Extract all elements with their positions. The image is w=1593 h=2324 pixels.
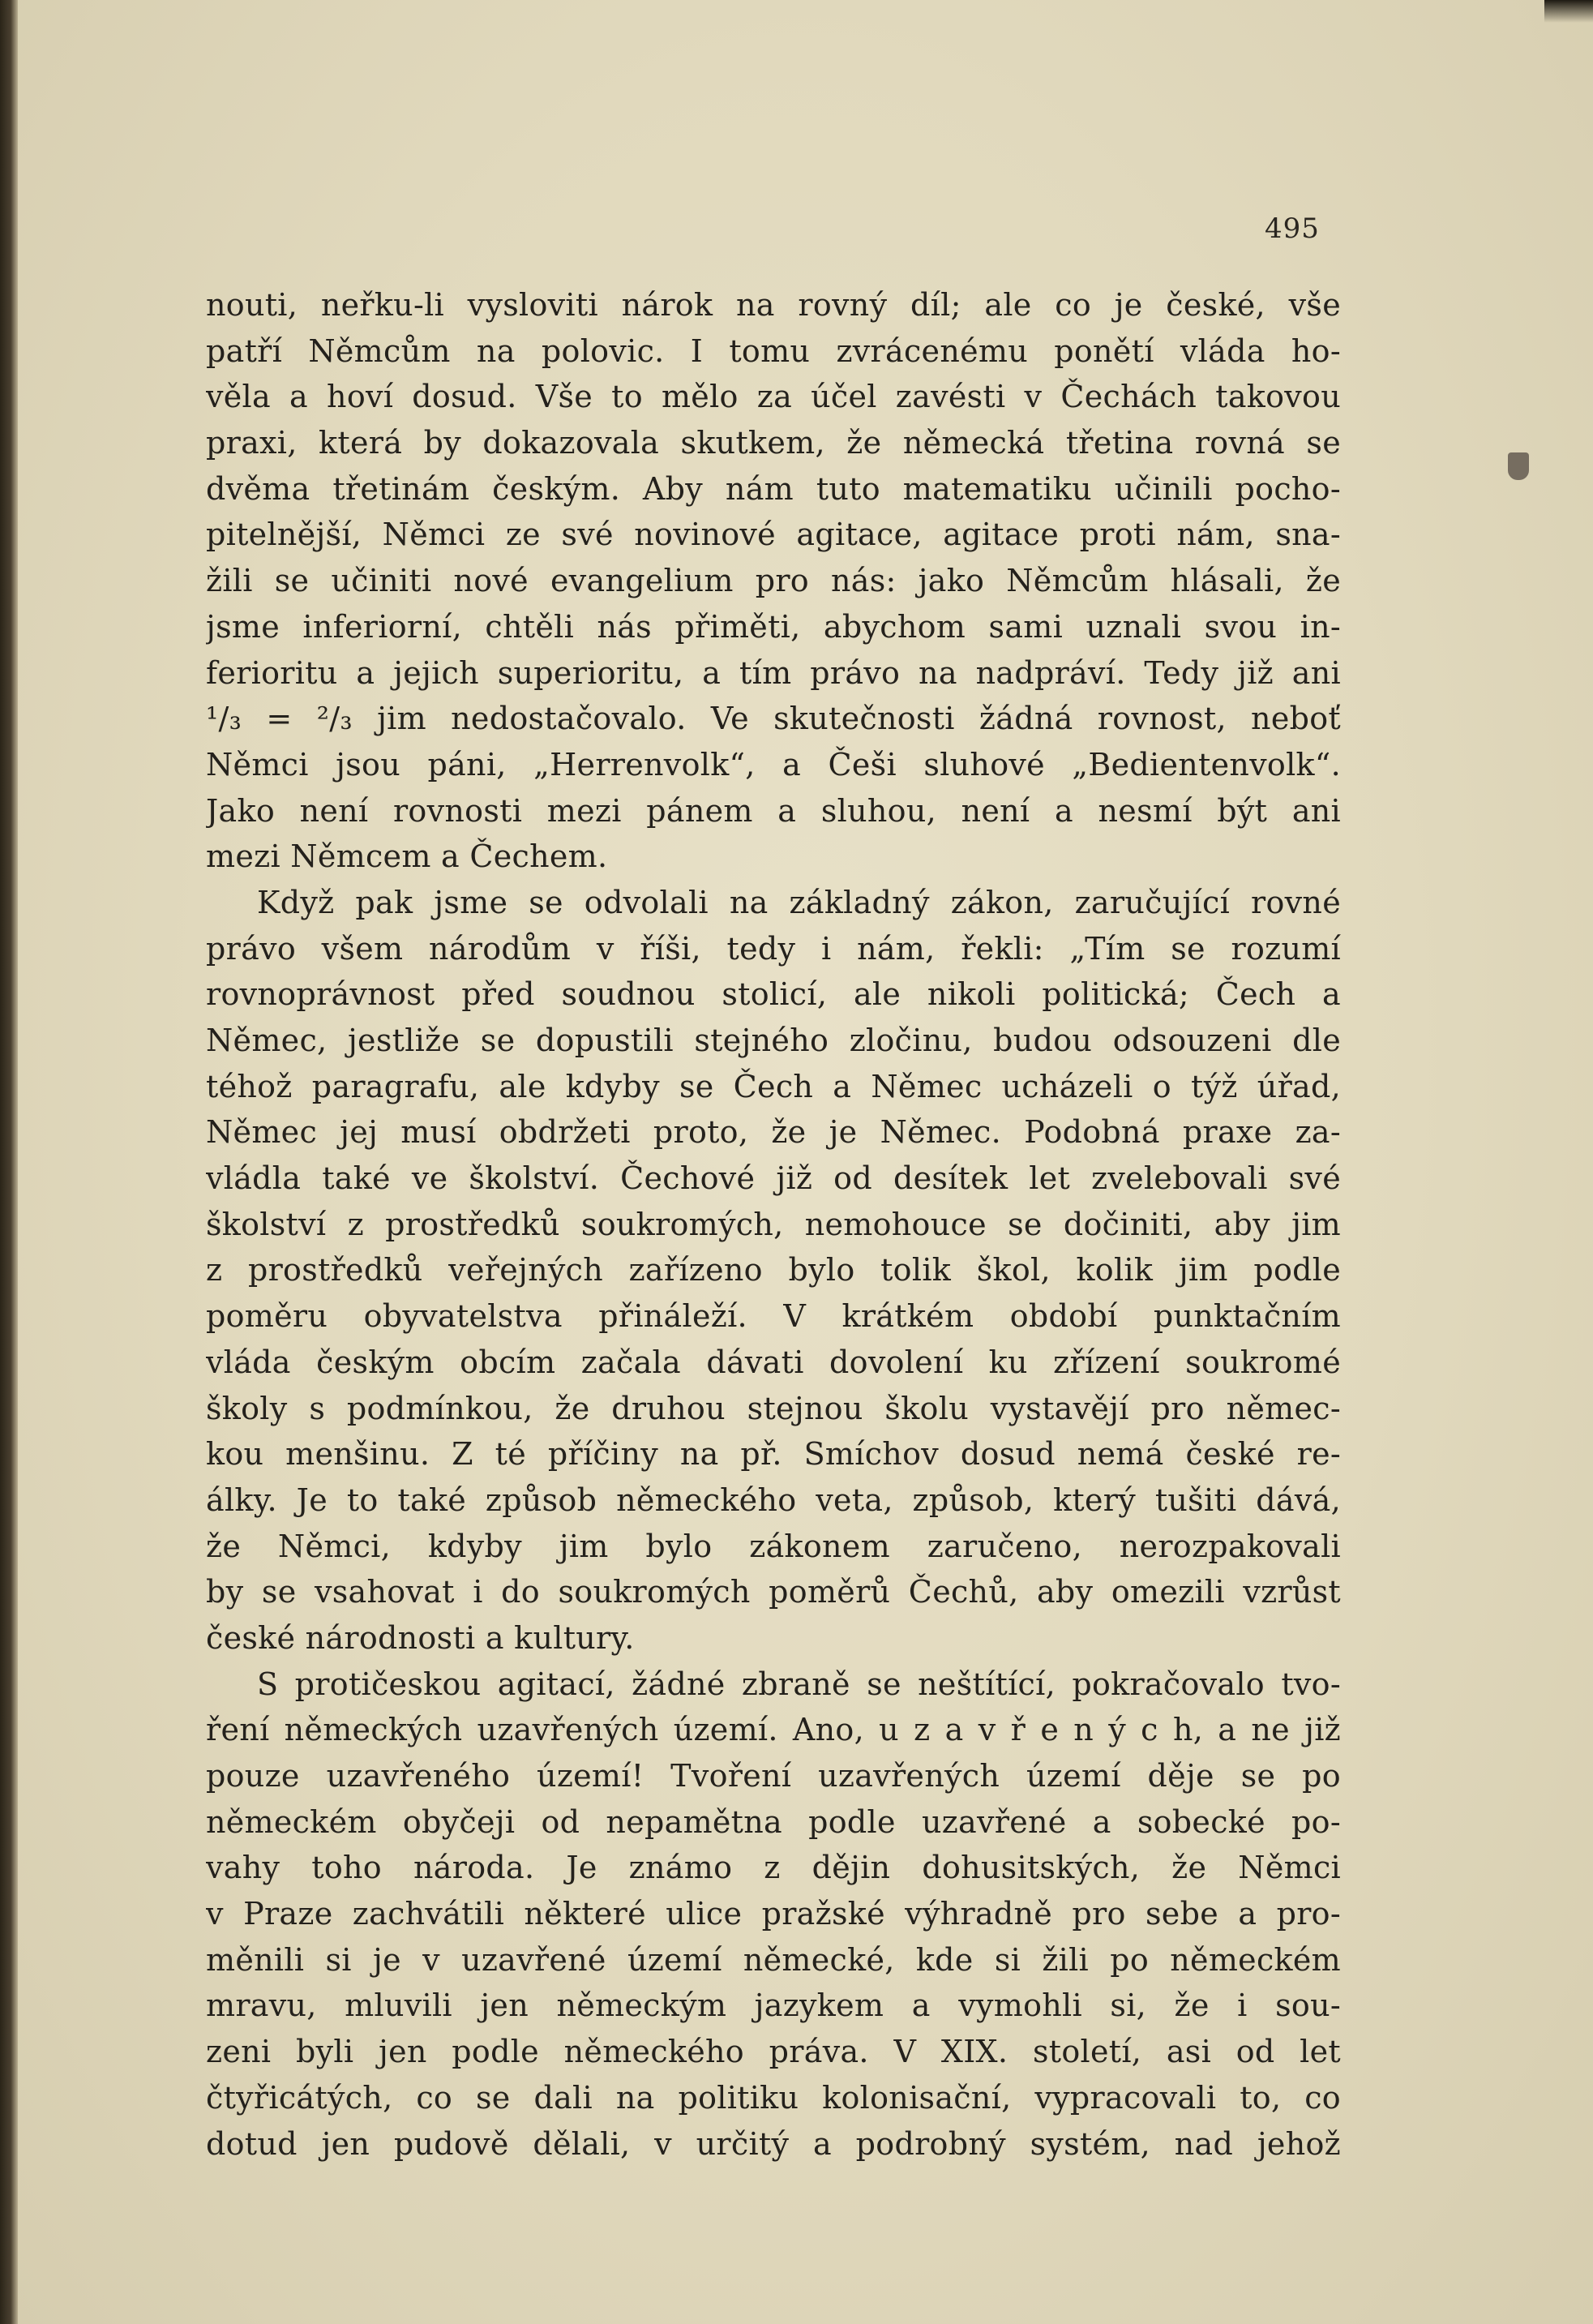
book-page xyxy=(18,0,1593,2324)
text-line: by se vsahovat i do soukromých poměrů Čechů, aby omezili vzrůst xyxy=(206,1574,1341,1610)
text-line: zeni byli jen podle německého práva. V XIX. století, asi od let xyxy=(206,2034,1341,2070)
text-line: právo všem národům v říši, tedy i nám, řekli: „Tím se rozumí xyxy=(206,930,1341,967)
text-line: pouze uzavřeného území! Tvoření uzavřených území děje se po xyxy=(206,1758,1341,1794)
text-line: vahy toho národa. Je známo z dějin dohusitských, že Němci xyxy=(206,1850,1341,1886)
text-line: školy s podmínkou, že druhou stejnou školu vystavějí pro němec- xyxy=(206,1390,1341,1426)
text-line: téhož paragrafu, ale kdyby se Čech a Němec ucházeli o týž úřad, xyxy=(206,1068,1341,1104)
text-line: vláda českým obcím začala dávati dovolení ku zřízení soukromé xyxy=(206,1344,1341,1380)
text-line: vládla také ve školství. Čechové již od desítek let zvelebovali své xyxy=(206,1160,1341,1197)
text-line: pitelnější, Němci ze své novinové agitace, agitace proti nám, sna- xyxy=(206,517,1341,553)
text-line: měnili si je v uzavřené území německé, kde si žili po německém xyxy=(206,1941,1341,1978)
text-line: z prostředků veřejných zařízeno bylo tolik škol, kolik jim podle xyxy=(206,1252,1341,1288)
text-line: ¹/₃ = ²/₃ jim nedostačovalo. Ve skutečnosti žádná rovnost, neboť xyxy=(206,701,1341,737)
text-line: mezi Němcem a Čechem. xyxy=(206,838,608,875)
text-line: školství z prostředků soukromých, nemohouce se dočiniti, aby jim xyxy=(206,1206,1341,1242)
text-line: praxi, která by dokazovala skutkem, že německá třetina rovná se xyxy=(206,425,1341,461)
text-line: čtyřicátých, co se dali na politiku kolonisační, vypracovali to, co xyxy=(206,2079,1341,2116)
book-spine-edge xyxy=(0,0,18,2324)
text-line: mravu, mluvili jen německým jazykem a vymohli si, že i sou- xyxy=(206,1987,1341,2024)
text-line: álky. Je to také způsob německého veta, způsob, který tušiti dává, xyxy=(206,1481,1341,1518)
text-line: německém obyčeji od nepamětna podle uzavřené a sobecké po- xyxy=(206,1803,1341,1840)
text-line: poměru obyvatelstva přináleží. V krátkém období punktačním xyxy=(206,1298,1341,1335)
text-line: žili se učiniti nové evangelium pro nás: jako Němcům hlásali, že xyxy=(206,563,1341,599)
text-line: S protičeskou agitací, žádné zbraně se neštítící, pokračovalo tvo- xyxy=(257,1666,1341,1702)
text-line: Jako není rovnosti mezi pánem a sluhou, není a nesmí být ani xyxy=(206,792,1341,829)
text-line: Němci jsou páni, „Herrenvolk“, a Češi sluhové „Bedientenvolk“. xyxy=(206,746,1341,783)
text-line: ření německých uzavřených území. Ano, u z a v ř e n ý c h, a ne již xyxy=(206,1712,1341,1748)
text-line: nouti, neřku-li vysloviti nárok na rovný díl; ale co je české, vše xyxy=(206,287,1341,323)
text-line: ferioritu a jejich superioritu, a tím právo na nadpráví. Tedy již ani xyxy=(206,654,1341,691)
scan-corner-shadow xyxy=(1544,0,1593,23)
text-line: Němec jej musí obdržeti proto, že je Němec. Podobná praxe za- xyxy=(206,1114,1341,1151)
ink-mark xyxy=(1508,452,1529,480)
text-line: dvěma třetinám českým. Aby nám tuto matematiku učinili pocho- xyxy=(206,470,1341,507)
page-number: 495 xyxy=(1265,212,1320,245)
body-text xyxy=(206,282,1341,2167)
text-line: jsme inferiorní, chtěli nás přiměti, abychom sami uznali svou in- xyxy=(206,608,1341,645)
text-line: věla a hoví dosud. Vše to mělo za účel zavésti v Čechách takovou xyxy=(206,379,1341,415)
text-line: že Němci, kdyby jim bylo zákonem zaručeno, nerozpakovali xyxy=(206,1528,1341,1564)
text-line: dotud jen pudově dělali, v určitý a podrobný systém, nad jehož xyxy=(206,2125,1341,2162)
text-line: Když pak jsme se odvolali na základný zákon, zaručující rovné xyxy=(257,884,1341,920)
text-line: Němec, jestliže se dopustili stejného zločinu, budou odsouzeni dle xyxy=(206,1023,1341,1058)
text-line: kou menšinu. Z té příčiny na př. Smíchov dosud nemá české re- xyxy=(206,1436,1341,1473)
text-line: patří Němcům na polovic. I tomu zvrácenému ponětí vláda ho- xyxy=(206,332,1341,369)
text-line: v Praze zachvátili některé ulice pražské výhradně pro sebe a pro- xyxy=(206,1896,1341,1932)
text-line: rovnoprávnost před soudnou stolicí, ale nikoli politická; Čech a xyxy=(206,976,1341,1013)
text-line: české národnosti a kultury. xyxy=(206,1619,635,1656)
